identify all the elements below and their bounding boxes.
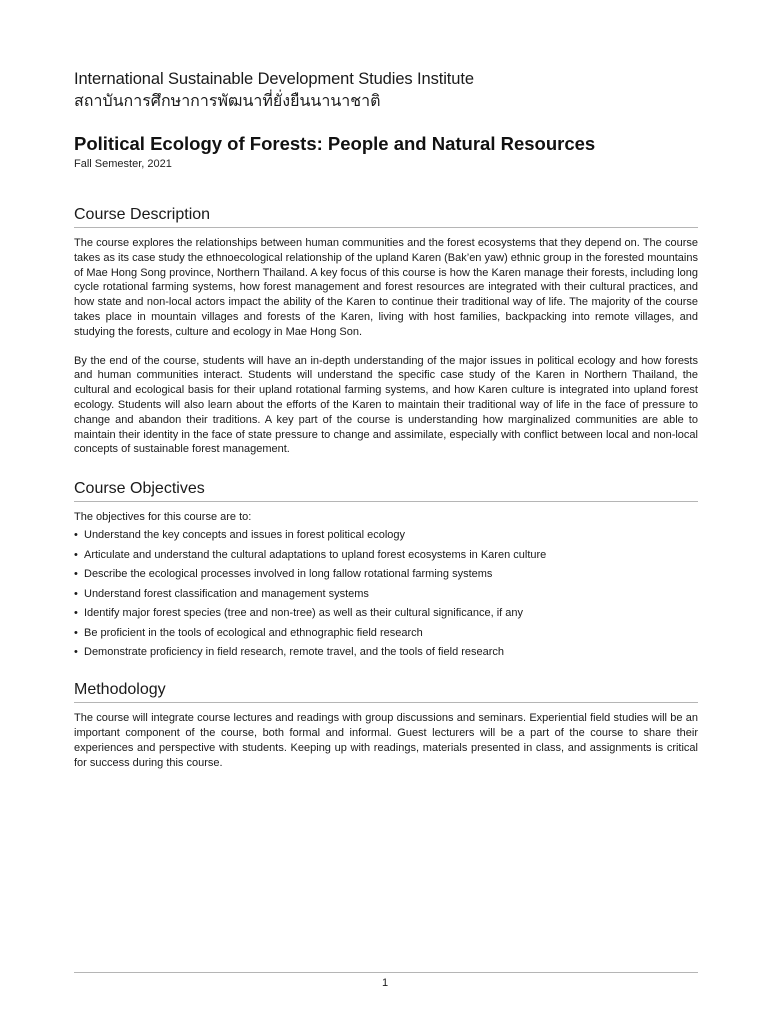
list-item [74, 528, 698, 543]
course-objectives-heading: Course Objectives [74, 479, 698, 502]
objective-text: Identify major forest species (tree and non-tree) as well as their cultural significance, if any [84, 607, 523, 620]
list-item [74, 548, 698, 563]
list-item [74, 606, 698, 621]
bullet-icon: • [74, 607, 78, 620]
objectives-list [74, 528, 698, 660]
course-description-heading: Course Description [74, 205, 698, 228]
objective-text: Demonstrate proficiency in field research, remote travel, and the tools of field research [84, 646, 505, 659]
course-objectives-section [74, 479, 698, 660]
description-paragraph-1: The course explores the relationships between human communities and the forest ecosystems that they depend on. The course takes as its case study the ethnoecological relationship of the upland Karen (Bak’en yaw) ethnic group in the forested mountains of Mae Hong Song province, Northern Thailand. A key focus of this course is how the Karen manage their forests, including long cycle rotational farming systems, how forest management and forest resources are integrated with their cultural practices, and how state and non-local actors impact the ability of the Karen to continue their traditional way of life. The majority of the course takes place in mountain villages and forests of the Karen, living with host families, backpacking into remote villages, and studying the forests, culture and ecology in Mae Hong Son. [74, 237, 698, 338]
list-item [74, 645, 698, 660]
footer-divider [74, 972, 698, 973]
objectives-intro: The objectives for this course are to: [74, 511, 252, 524]
methodology-section [74, 680, 698, 770]
bullet-icon: • [74, 568, 78, 581]
semester-label: Fall Semester, 2021 [74, 158, 172, 170]
institute-name: International Sustainable Development Studies Institute [74, 70, 474, 88]
objective-text: Articulate and understand the cultural adaptations to upland forest ecosystems in Karen culture [84, 548, 547, 561]
objective-text: Understand the key concepts and issues in forest political ecology [84, 529, 406, 542]
list-item [74, 567, 698, 582]
bullet-icon: • [74, 548, 78, 561]
document-page [74, 68, 698, 770]
list-item [74, 626, 698, 641]
bullet-icon: • [74, 529, 78, 542]
list-item [74, 587, 698, 602]
methodology-paragraph: The course will integrate course lectures and readings with group discussions and seminars. Experiential field studies will be an important component of the course, both formal and informal. Guest lecturers will be a part of the course to share their experiences and perspective with students. Keeping up with readings, materials presented in class, and assignments is critical for success during this course. [74, 712, 698, 769]
page-number: 1 [381, 977, 389, 989]
course-title: Political Ecology of Forests: People and Natural Resources [74, 133, 596, 154]
bullet-icon: • [74, 587, 78, 600]
description-paragraph-2: By the end of the course, students will have an in-depth understanding of the major issues in political ecology and how forests and human communities interact. Students will understand the specific case study of the Karen in Northern Thailand, the cultural and ecological basis for their upland rotational farming systems, and how Karen culture is integrated into upland forest ecology. Students will also learn about the efforts of the Karen to maintain their traditional way of life in the face of pressure to change and abandon their traditions. A key part of the course is understanding how marginalized communities are able to maintain their identity in the face of state pressure to change and assimilate, especially with conflict between local and non-local concepts of sustainable forest management. [74, 354, 698, 456]
objective-text: Describe the ecological processes involved in long fallow rotational farming systems [84, 568, 493, 581]
methodology-heading: Methodology [74, 680, 698, 703]
bullet-icon: • [74, 646, 78, 659]
objective-text: Understand forest classification and management systems [84, 587, 369, 600]
institute-name-thai: สถาบันการศึกษาการพัฒนาที่ยั่งยืนนานาชาติ [74, 91, 381, 110]
course-description-section [74, 205, 698, 457]
objective-text: Be proficient in the tools of ecological and ethnographic field research [84, 626, 423, 639]
bullet-icon: • [74, 626, 78, 639]
